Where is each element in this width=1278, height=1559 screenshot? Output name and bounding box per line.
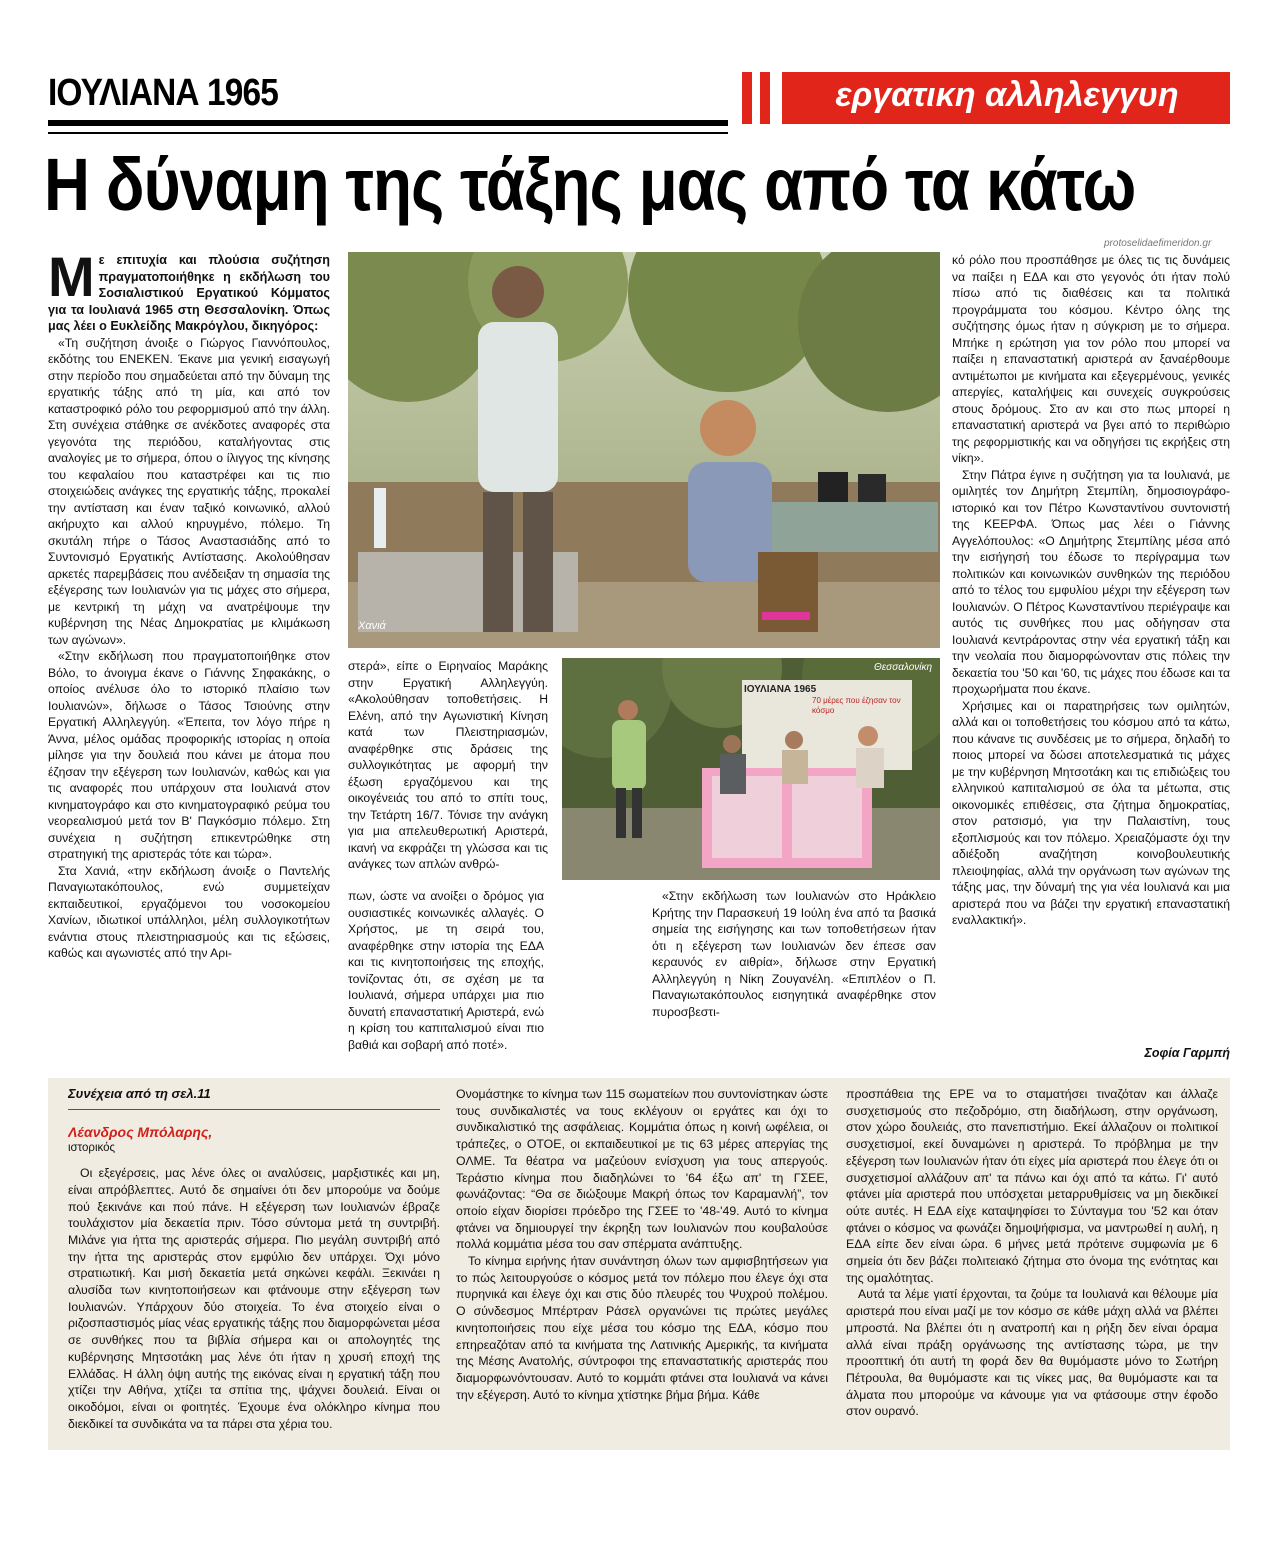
article-column-4: [952, 252, 1230, 1032]
header-rule: [48, 120, 728, 126]
drop-cap: Μ: [48, 252, 95, 308]
header-red-stripe: [760, 72, 770, 124]
paragraph: κό ρόλο που προσπάθησε με όλες τις τις δυνάμεις να παίξει η ΕΔΑ και στο γεγονός ότι ήταν πολύ πίσω από τις διαθέσεις και τα πολιτικά προγράμματα του κόσμου. Κέντρο όλης της συζήτησης όμως ήταν η σύγκριση με το σήμερα. Μπήκε η ερώτηση για τον ρόλο που μπορεί να παίξει η επαναστατική αριστερά αν ξαναέρθουμε αντιμέτωποι με κινήματα και εξεγερμένους, γενικές απεργίες, καταλήψεις και συνεχείς συγκρούσεις στους δρόμους. Στο αν και στο πως μπορεί η επαναστατική αριστερά να βγει από το περιθώριο της ρεφορμιστικής και να οδηγήσει τις εκρήξεις στη νίκη».: [952, 253, 1230, 465]
header-rule-thin: [48, 132, 728, 134]
article-column-2-continued: [348, 888, 544, 1053]
paragraph: Στα Χανιά, «την εκδήλωση άνοιξε ο Παντελής Παναγιωτακόπουλος, ενώ συμμετείχαν εκπαιδευτικοί, εργαζόμενοι του νοσοκομείου Χανίων, ιδιωτικοί υπάλληλοι, μέλη συλλογικοτήτων ενάντια στους πλειστηριασμούς και τις εξώσεις, καθώς και αγωνιστές από την Αρι-: [48, 863, 330, 960]
article-column-1: [48, 252, 330, 1067]
header-red-stripe: [742, 72, 752, 124]
paragraph: Χρήσιμες και οι παρατηρήσεις των ομιλητών, αλλά και οι τοποθετήσεις του κόσμου από τα κάτω, που κάνανε τις συνδέσεις με το σήμερα, δηλαδή το ποιος μπορεί να δώσει αποτελεσματικά τις μάχες με την κυβέρνηση Μητσοτάκη και τις επιδιώξεις του ελληνικού καπιταλισμού σε όλα τα μέτωπα, στις οικονομικές επιθέσεις, στα ζήτημα δημοκρατίας, στον ρατσισμό, για την Παλαιστίνη, τους εξοπλισμούς και τον πόλεμο. Χρειαζόμαστε όχι την αδιέξοδη αναζήτηση κοινοβουλευτικής πλειοψηφίας, αλλά την οργάνωση των αγώνων της τάξης μας, την δύναμή της για νέα Ιουλιανά και μια αριστερά που να βάζει την εργατική επαναστατική εναλλακτική».: [952, 698, 1230, 927]
headline: Η δύναμη της τάξης μας από τα κάτω: [44, 143, 1136, 226]
lead-text: ε επιτυχία και πλούσια συζήτηση πραγματοποιήθηκε η εκδήλωση του Σοσιαλιστικού Εργατικού Κόμματος για τα Ιουλιανά 1965 στη Θεσσαλονίκη. Όπως μας λέει ο Ευκλείδης Μακρόγλου, δικηγόρος:: [48, 253, 330, 333]
photo-caption: Χανιά: [358, 620, 386, 632]
paragraph: στερά», είπε ο Ειρηναίος Μαράκης στην Εργατική Αλληλεγγύη. «Ακολούθησαν τοποθετήσεις. Η Ελένη, από την Αγωνιστική Κίνηση κατά των Πλειστηριασμών, αναφέρθηκε στις δράσεις της συλλογικότητας με αφορμή την έξωση εργαζόμενου και της οικογένειάς του από το σπίτι τους, την Τετάρτη 16/7. Τόνισε την ανάγκη για μια απελευθερωτική Αριστερά, ικανή να εκφράζει τη γλώσσα και τις ανάγκες των απλών ανθρώ-: [348, 659, 548, 871]
sidebar-column-3: [846, 1086, 1218, 1448]
banner-text: ΙΟΥΛΙΑΝΑ 1965: [744, 684, 817, 695]
author-role: ιστορικός: [68, 1142, 116, 1155]
author-name: Λέανδρος Μπόλαρης,: [68, 1123, 213, 1140]
article-column-3: [652, 888, 936, 1020]
photo-chania-illustration: [348, 252, 940, 648]
section-title-left: ΙΟΥΛΙΑΝΑ 1965: [48, 72, 278, 114]
continued-label: Συνέχεια από τη σελ.11: [68, 1086, 211, 1101]
photo-caption: Θεσσαλονίκη: [874, 662, 933, 673]
paragraph: Οι εξεγέρσεις, μας λένε όλες οι αναλύσεις, μαρξιστικές και μη, είναι απρόβλεπτες. Αυτό δε σημαίνει ότι δεν μπορούμε να δούμε πού ξεκινάνε και πού πάνε. Η εξέγερση των Ιουλιανών έβραζε τουλάχιστον μία δεκαετία πριν. Τόσο σύντομα μετά τη συντριβή. Μιλάνε για ήττα της αριστεράς σήμερα. Πιο μεγάλη συντριβή από την ήττα της αριστεράς στον εμφύλιο δεν υπάρχει. Όχι μόνο στρατιωτική. Και μισή δεκαετία μετά σηκώνει κεφάλι. Ξεκινάει η αλυσίδα των κινητοποιήσεων και φτάνουμε στην εξέγερση των Ιουλιανών. Υπάρχουν δύο στοιχεία. Το ένα στοιχείο είναι ο ριζοσπαστισμός μίας νέας εργατικής τάξης που διαμορφώνεται μέσα σε συνθήκες που τα βιβλία σήμερα και οι απολογητές της κυβέρνησης Μητσοτάκη μας λένε ότι ήταν η χρυσή εποχή της Ελλάδας. Η άλλη όψη αυτής της εικόνας είναι η εργατική τάξη που χτίζει την Αθήνα, χτίζει τα σπίτια της, ψάχνει δουλειά. Είναι οι οικοδόμοι, είναι οι φοιτητές. Έχουμε ένα ολόκληρο κίνημα που διεκδικεί τα συνδικάτα να τα πάρει στα χέρια του.: [68, 1166, 440, 1431]
paragraph: Αυτά τα λέμε γιατί έρχονται, τα ζούμε τα Ιουλιανά και θέλουμε μία αριστερά που είναι μαζί με τον κόσμο σε κάθε μάχη αλλά να βλέπει μπροστά. Να βλέπει ότι η ανατροπή και η ρήξη δεν είναι όραμα αλλά είναι πράξη οργάνωσης της αντίστασης τώρα, με την προοπτική ότι αυτή τη φορά δεν θα θυμόμαστε μόνο το Σωτήρη Πέτρουλα, θα θυμόμαστε και τις νίκες μας, θα θυμόμαστε και τα άλματα που μπορούμε να κάνουμε για να φτάσουμε στην έφοδο στον ουρανό.: [846, 1287, 1218, 1419]
banner-slogan: 70 μέρες που έζησαν τον κόσμο: [812, 696, 901, 715]
continued-rule: [68, 1109, 440, 1110]
paragraph: «Τη συζήτηση άνοιξε ο Γιώργος Γιαννόπουλος, εκδότης του ΕΝΕΚΕΝ. Έκανε μια γενική εισαγωγή στην περίοδο που σημαδεύεται από την δύναμη της εργατικής τάξης από τη μία, και από τον καταστροφικό ρόλο του ρεφορμισμού από την άλλη. Στη συνέχεια στάθηκε σε ανέκδοτες αναφορές στα γεγονότα της περιόδου, καταλήγοντας στις αναλογίες με το σήμερα, όπου ο ίλιγγος της κίνησης του κεφαλαίου που καταστρέφει και τις πιο στοιχειώδεις ανάγκες της εργατικής τάξης, προκαλεί την αντίσταση και έναν ταξικό κοινωνικό, αλλού ακήρυχτο και αλλού κηρυγμένο, πόλεμο. Τη σκυτάλη πήρε ο Τάσος Αναστασιάδης από το Συντονισμό Εργατικής Αντίστασης. Ακολούθησαν αρκετές παρεμβάσεις που ανέδειξαν τη σημασία της εξέγερσης των Ιουλιανών για τις μάχες στο σήμερα, με κεντρική τη μάχη να ανατρέψουμε την κυβέρνηση της Νέας Δημοκρατίας με κλιμάκωση των αγώνων».: [48, 335, 330, 647]
sidebar-column-2: [456, 1086, 828, 1448]
paragraph: Ονομάστηκε το κίνημα των 115 σωματείων που συντονίστηκαν ώστε τους συνδικαλιστές να τους εκλέγουν οι εργάτες και όχι το συνδικαλιστικό της ασφάλειας. Κομμάτια όπως η κοινή ωφέλεια, οι τράπεζες, ο ΟΤΟΕ, οι εκπαιδευτικοί με τις 63 μέρες απεργίας της ΟΛΜΕ. Τα θέατρα να μαζεύουν ενίσχυση για τους απεργούς. Τεράστιο κίνημα που διαδηλώνει το '64 έξω απ' τη ΓΣΕΕ, φωνάζοντας: “Θα σε διώξουμε Μακρή όπως τον Καραμανλή”, τον οποίο είχαν διορίσει πρόεδρο της ΓΣΕΕ το '48-'49. Αυτό το κίνημα φτάνει να δημιουργεί την έκρηξη των Ιουλιανών που κουβαλούσε πολλά κομμάτια μέσα του σαν σπέρματα ανάπτυξης.: [456, 1087, 828, 1252]
sidebar-column-1: [68, 1086, 440, 1448]
photo-thessaloniki: [562, 658, 940, 880]
paragraph: πων, ώστε να ανοίξει ο δρόμος για ουσιαστικές κοινωνικές αλλαγές. Ο Χρήστος, με τη σειρά του, αναφέρθηκε στην ιστορία της ΕΔΑ και τις κινητοποιήσεις της εποχής, τονίζοντας ότι, σε σχέση με τα Ιουλιανά, σήμερα υπάρχει μια πιο δυνατή επαναστατική Αριστερά, ενώ η κρίση του καπιταλισμού είναι πιο βαθιά και σοβαρή από ποτέ».: [348, 889, 544, 1052]
paragraph: προσπάθεια της ΕΡΕ να το σταματήσει τιναζόταν και άλλαζε συσχετισμούς στο πεζοδρόμιο, στη διαδήλωση, στην οργάνωση, στον χώρο δουλειάς, στο πανεπιστήμιο. Εκεί άλλαζουν οι πολιτικοί συσχετισμοί, εκεί δυναμώνει η αριστερά. Το πρόβλημα με την εξέγερση των Ιουλιανών ήταν ότι είχες μία αριστερά που έλεγε ότι οι συσχετισμοί αλλάζουν απ' τα πάνω και όχι από τα κάτω. Γι' αυτό φτάνει μία αριστερά που υπόσχεται μεταρρυθμίσεις να μη διεκδικεί ούτε αυτές. Η ΕΔΑ είχε καταψηφίσει το Σύνταγμα του '52 και όταν φτάνει ο κόσμος να φωνάζει δημοψήφισμα, να μαντρωθεί η αυλή, η ΕΔΑ είπε δεν είναι ώρα. 6 μήνες μετά πρότεινε συμφωνία με 6 σημεία ότι δεν βάζει πολιτειακό ζήτημα στο όνομα της ενότητας και της ομαλότητας.: [846, 1087, 1218, 1285]
byline: Σοφία Γαρμπή: [1144, 1046, 1230, 1060]
article-column-2: [348, 658, 548, 873]
photo-chania: [348, 252, 940, 648]
paragraph: «Στην εκδήλωση που πραγματοποιήθηκε στον Βόλο, το άνοιγμα έκανε ο Γιάννης Σηφακάκης, ο οποίος ανέλυσε όλο το ιστορικό πλαίσιο των Ιουλιανών», δήλωσε ο Τάσος Τσιούνης στην Εργατική Αλληλεγγύη. «Έπειτα, τον λόγο πήρε η Άννα, μέλος ομάδας προφορικής ιστορίας η οποία μίλησε για την δουλειά που κάνει με άτομα που έζησαν την εξέγερση των Ιουλιανών, καθώς και για τις αναφορές που υπάρχουν στα Ιουλιανά στον κινηματογράφο και στο κινηματογραφικό ρεύμα του νεορεαλισμού μετά τον Β' Παγκόσμιο πόλεμο. Στη συνέχεια η συζήτηση επικεντρώθηκε στη στρατηγική της αριστεράς τότε και τώρα».: [48, 649, 330, 861]
paragraph: Στην Πάτρα έγινε η συζήτηση για τα Ιουλιανά, με ομιλητές τον Δημήτρη Στεμπίλη, δημοσιογράφο- ιστορικό και τον Πέτρο Κωνσταντίνου συντονιστή της ΚΕΕΡΦΑ. Όπως μας λέει ο Γιάννης Αγγελόπουλος: «Ο Δημήτρης Στεμπίλης μέσα από την εισήγησή του έδωσε το περίγραμμα των πολιτικών και κοινωνικών συνθηκών της περιόδου από το τέλος του εμφυλίου μέχρι την εξέγερση των Ιουλιανών. Ο Πέτρος Κωνσταντίνου περιέγραψε και αυτός τις συνθήκες που μας οδήγησαν στα Ιουλιανά κεντράροντας στην νέα εργατική τάξη και την νεολαία που διαμορφώνονταν στις πόλεις την δεκαετία του '50 και '60, τις μάχες που έδωσε και τα προχωρήματα που έκανε.: [952, 467, 1230, 696]
watermark: protoselidaefimeridon.gr: [1104, 238, 1212, 249]
paragraph: «Στην εκδήλωση των Ιουλιανών στο Ηράκλειο Κρήτης την Παρασκευή 19 Ιούλη ένα από τα βασικά σημεία της εισήγησης και των τοποθετήσεων ήταν ότι η εξέγερση των Ιουλιανών δεν έπεσε σαν κεραυνός εν αιθρία», δήλωσε στην Εργατική Αλληλεγγύη η Νίκη Ζουγανέλη. «Επιπλέον ο Π. Παναγιωτακόπουλος εισηγητικά αναφέρθηκε στον πυροσβεστι-: [652, 889, 936, 1019]
lead-paragraph: [48, 252, 330, 335]
section-label: εργατικη αλληλεγγυη: [835, 76, 1179, 114]
paragraph: Το κίνημα ειρήνης ήταν συνάντηση όλων των αμφισβητήσεων για το πώς λειτουργούσε ο κόσμος μετά τον πόλεμο που έλεγε όχι στα πυρηνικά και έλεγε όχι και στις δύο πλευρές του Ψυχρού πολέμου. Ο σύνδεσμος Μπέρτραν Ράσελ οργανώνει τις πρώτες μεγάλες κινητοποιήσεις που είχε μέσα του κόσμο της ΕΔΑ, κόσμο που επηρεαζόταν από τα κινήματα της Λατινικής Αμερικής, τα κινήματα της Μέσης Ανατολής, σύντροφοι της επαναστατικής αριστεράς που διαμορφωνόντουσαν. Αυτό το κομμάτι φτάνει στα Ιουλιανά να κάνει την εξέγερση. Αυτό το κίνημα χτίστηκε βήμα βήμα. Κάθε: [456, 1254, 828, 1402]
